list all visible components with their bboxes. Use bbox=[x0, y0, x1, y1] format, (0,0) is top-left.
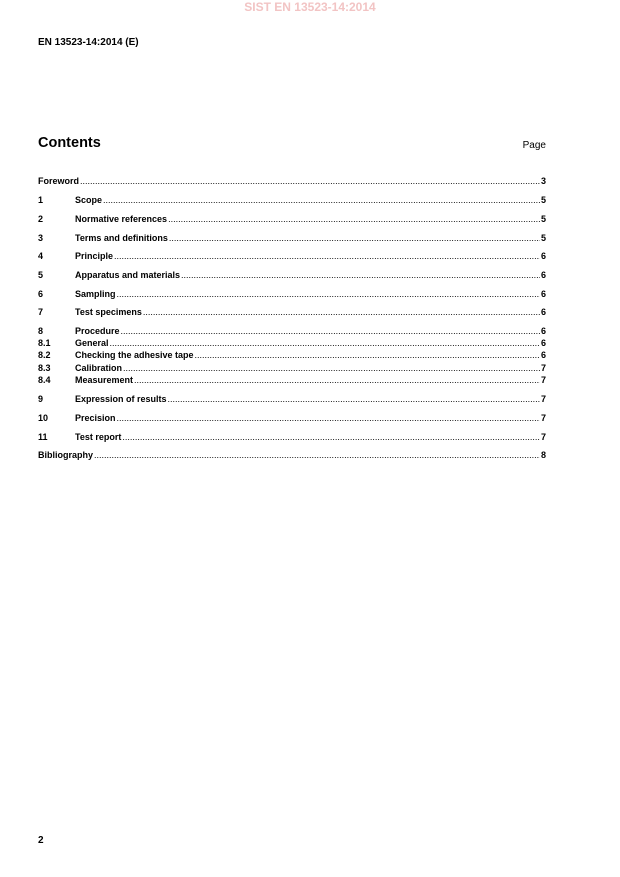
toc-entry-page: 7 bbox=[540, 394, 546, 404]
toc-entry-procedure[interactable] bbox=[38, 325, 546, 337]
toc-entry-page: 5 bbox=[540, 233, 546, 243]
toc-entry-scope[interactable] bbox=[38, 194, 546, 206]
toc-entry-bibliography[interactable] bbox=[38, 449, 546, 461]
toc-entry-test-report[interactable] bbox=[38, 431, 546, 443]
toc-entry-number: 2 bbox=[38, 214, 44, 224]
toc-entry-page: 6 bbox=[540, 350, 546, 360]
leader-dots bbox=[114, 250, 540, 262]
toc-entry-page: 7 bbox=[540, 432, 546, 442]
leader-dots bbox=[117, 288, 540, 300]
leader-dots bbox=[134, 374, 540, 386]
leader-dots bbox=[122, 431, 540, 443]
leader-dots bbox=[195, 349, 540, 361]
toc-entry-page: 6 bbox=[540, 307, 546, 317]
toc-entry-title: Normative references bbox=[75, 214, 168, 224]
toc-entry-measurement[interactable] bbox=[38, 374, 546, 386]
toc-entry-number: 8.1 bbox=[38, 338, 51, 348]
toc-entry-sampling[interactable] bbox=[38, 288, 546, 300]
leader-dots bbox=[121, 325, 540, 337]
toc-entry-checking-adhesive-tape[interactable] bbox=[38, 349, 546, 361]
page-column-label: Page bbox=[522, 140, 546, 151]
leader-dots bbox=[168, 393, 540, 405]
leader-dots bbox=[110, 337, 540, 349]
toc-entry-number: 8.2 bbox=[38, 350, 51, 360]
toc-entry-number: 1 bbox=[38, 195, 44, 205]
toc-entry-number: 8 bbox=[38, 326, 44, 336]
toc-entry-number: 11 bbox=[38, 432, 48, 442]
toc-entry-number: 6 bbox=[38, 289, 44, 299]
toc-entry-principle[interactable] bbox=[38, 250, 546, 262]
toc-entry-page: 3 bbox=[540, 176, 546, 186]
toc-entry-foreword[interactable] bbox=[38, 175, 546, 187]
toc-entry-title: Apparatus and materials bbox=[75, 270, 181, 280]
leader-dots bbox=[94, 449, 540, 461]
toc-entry-title: Bibliography bbox=[38, 450, 94, 460]
page-number: 2 bbox=[38, 835, 44, 846]
leader-dots bbox=[168, 213, 540, 225]
contents-title: Contents bbox=[38, 135, 101, 151]
document-id: EN 13523-14:2014 (E) bbox=[38, 37, 139, 48]
toc-entry-page: 6 bbox=[540, 289, 546, 299]
toc-entry-title: Calibration bbox=[75, 363, 123, 373]
leader-dots bbox=[143, 306, 540, 318]
toc-entry-title: Expression of results bbox=[75, 394, 167, 404]
leader-dots bbox=[103, 194, 540, 206]
toc-entry-number: 3 bbox=[38, 233, 44, 243]
toc-entry-title: Measurement bbox=[75, 375, 134, 385]
leader-dots bbox=[80, 175, 540, 187]
toc-entry-page: 6 bbox=[540, 251, 546, 261]
toc-entry-page: 5 bbox=[540, 195, 546, 205]
toc-entry-title: Procedure bbox=[75, 326, 120, 336]
toc-entry-number: 8.4 bbox=[38, 375, 51, 385]
toc-entry-page: 6 bbox=[540, 338, 546, 348]
toc-entry-page: 8 bbox=[540, 450, 546, 460]
toc-entry-number: 8.3 bbox=[38, 363, 51, 373]
toc-entry-number: 5 bbox=[38, 270, 44, 280]
leader-dots bbox=[181, 269, 540, 281]
leader-dots bbox=[117, 412, 540, 424]
toc-entry-title: Test report bbox=[75, 432, 122, 442]
toc-entry-page: 6 bbox=[540, 270, 546, 280]
toc-entry-expression-of-results[interactable] bbox=[38, 393, 546, 405]
toc-entry-number: 4 bbox=[38, 251, 44, 261]
toc-entry-title: Principle bbox=[75, 251, 114, 261]
leader-dots bbox=[123, 362, 540, 374]
toc-entry-page: 7 bbox=[540, 375, 546, 385]
leader-dots bbox=[169, 232, 540, 244]
toc-entry-page: 7 bbox=[540, 413, 546, 423]
toc-entry-calibration[interactable] bbox=[38, 362, 546, 374]
toc-entry-title: Sampling bbox=[75, 289, 116, 299]
toc-entry-apparatus-and-materials[interactable] bbox=[38, 269, 546, 281]
toc-entry-page: 6 bbox=[540, 326, 546, 336]
toc-entry-precision[interactable] bbox=[38, 412, 546, 424]
toc-entry-title: Terms and definitions bbox=[75, 233, 168, 243]
toc-entry-number: 7 bbox=[38, 307, 44, 317]
toc-entry-number: 9 bbox=[38, 394, 44, 404]
toc-entry-test-specimens[interactable] bbox=[38, 306, 546, 318]
toc-entry-page: 5 bbox=[540, 214, 546, 224]
toc-entry-terms-and-definitions[interactable] bbox=[38, 232, 546, 244]
toc-entry-title: Checking the adhesive tape bbox=[75, 350, 194, 360]
toc-entry-title: Foreword bbox=[38, 176, 80, 186]
toc-entry-title: General bbox=[75, 338, 109, 348]
toc-entry-title: Scope bbox=[75, 195, 103, 205]
toc-entry-page: 7 bbox=[540, 363, 546, 373]
toc-entry-number: 10 bbox=[38, 413, 49, 423]
toc-entry-normative-references[interactable] bbox=[38, 213, 546, 225]
toc-entry-title: Precision bbox=[75, 413, 116, 423]
toc-entry-title: Test specimens bbox=[75, 307, 142, 317]
toc-entry-general[interactable] bbox=[38, 337, 546, 349]
watermark: SIST EN 13523-14:2014 bbox=[244, 0, 376, 14]
